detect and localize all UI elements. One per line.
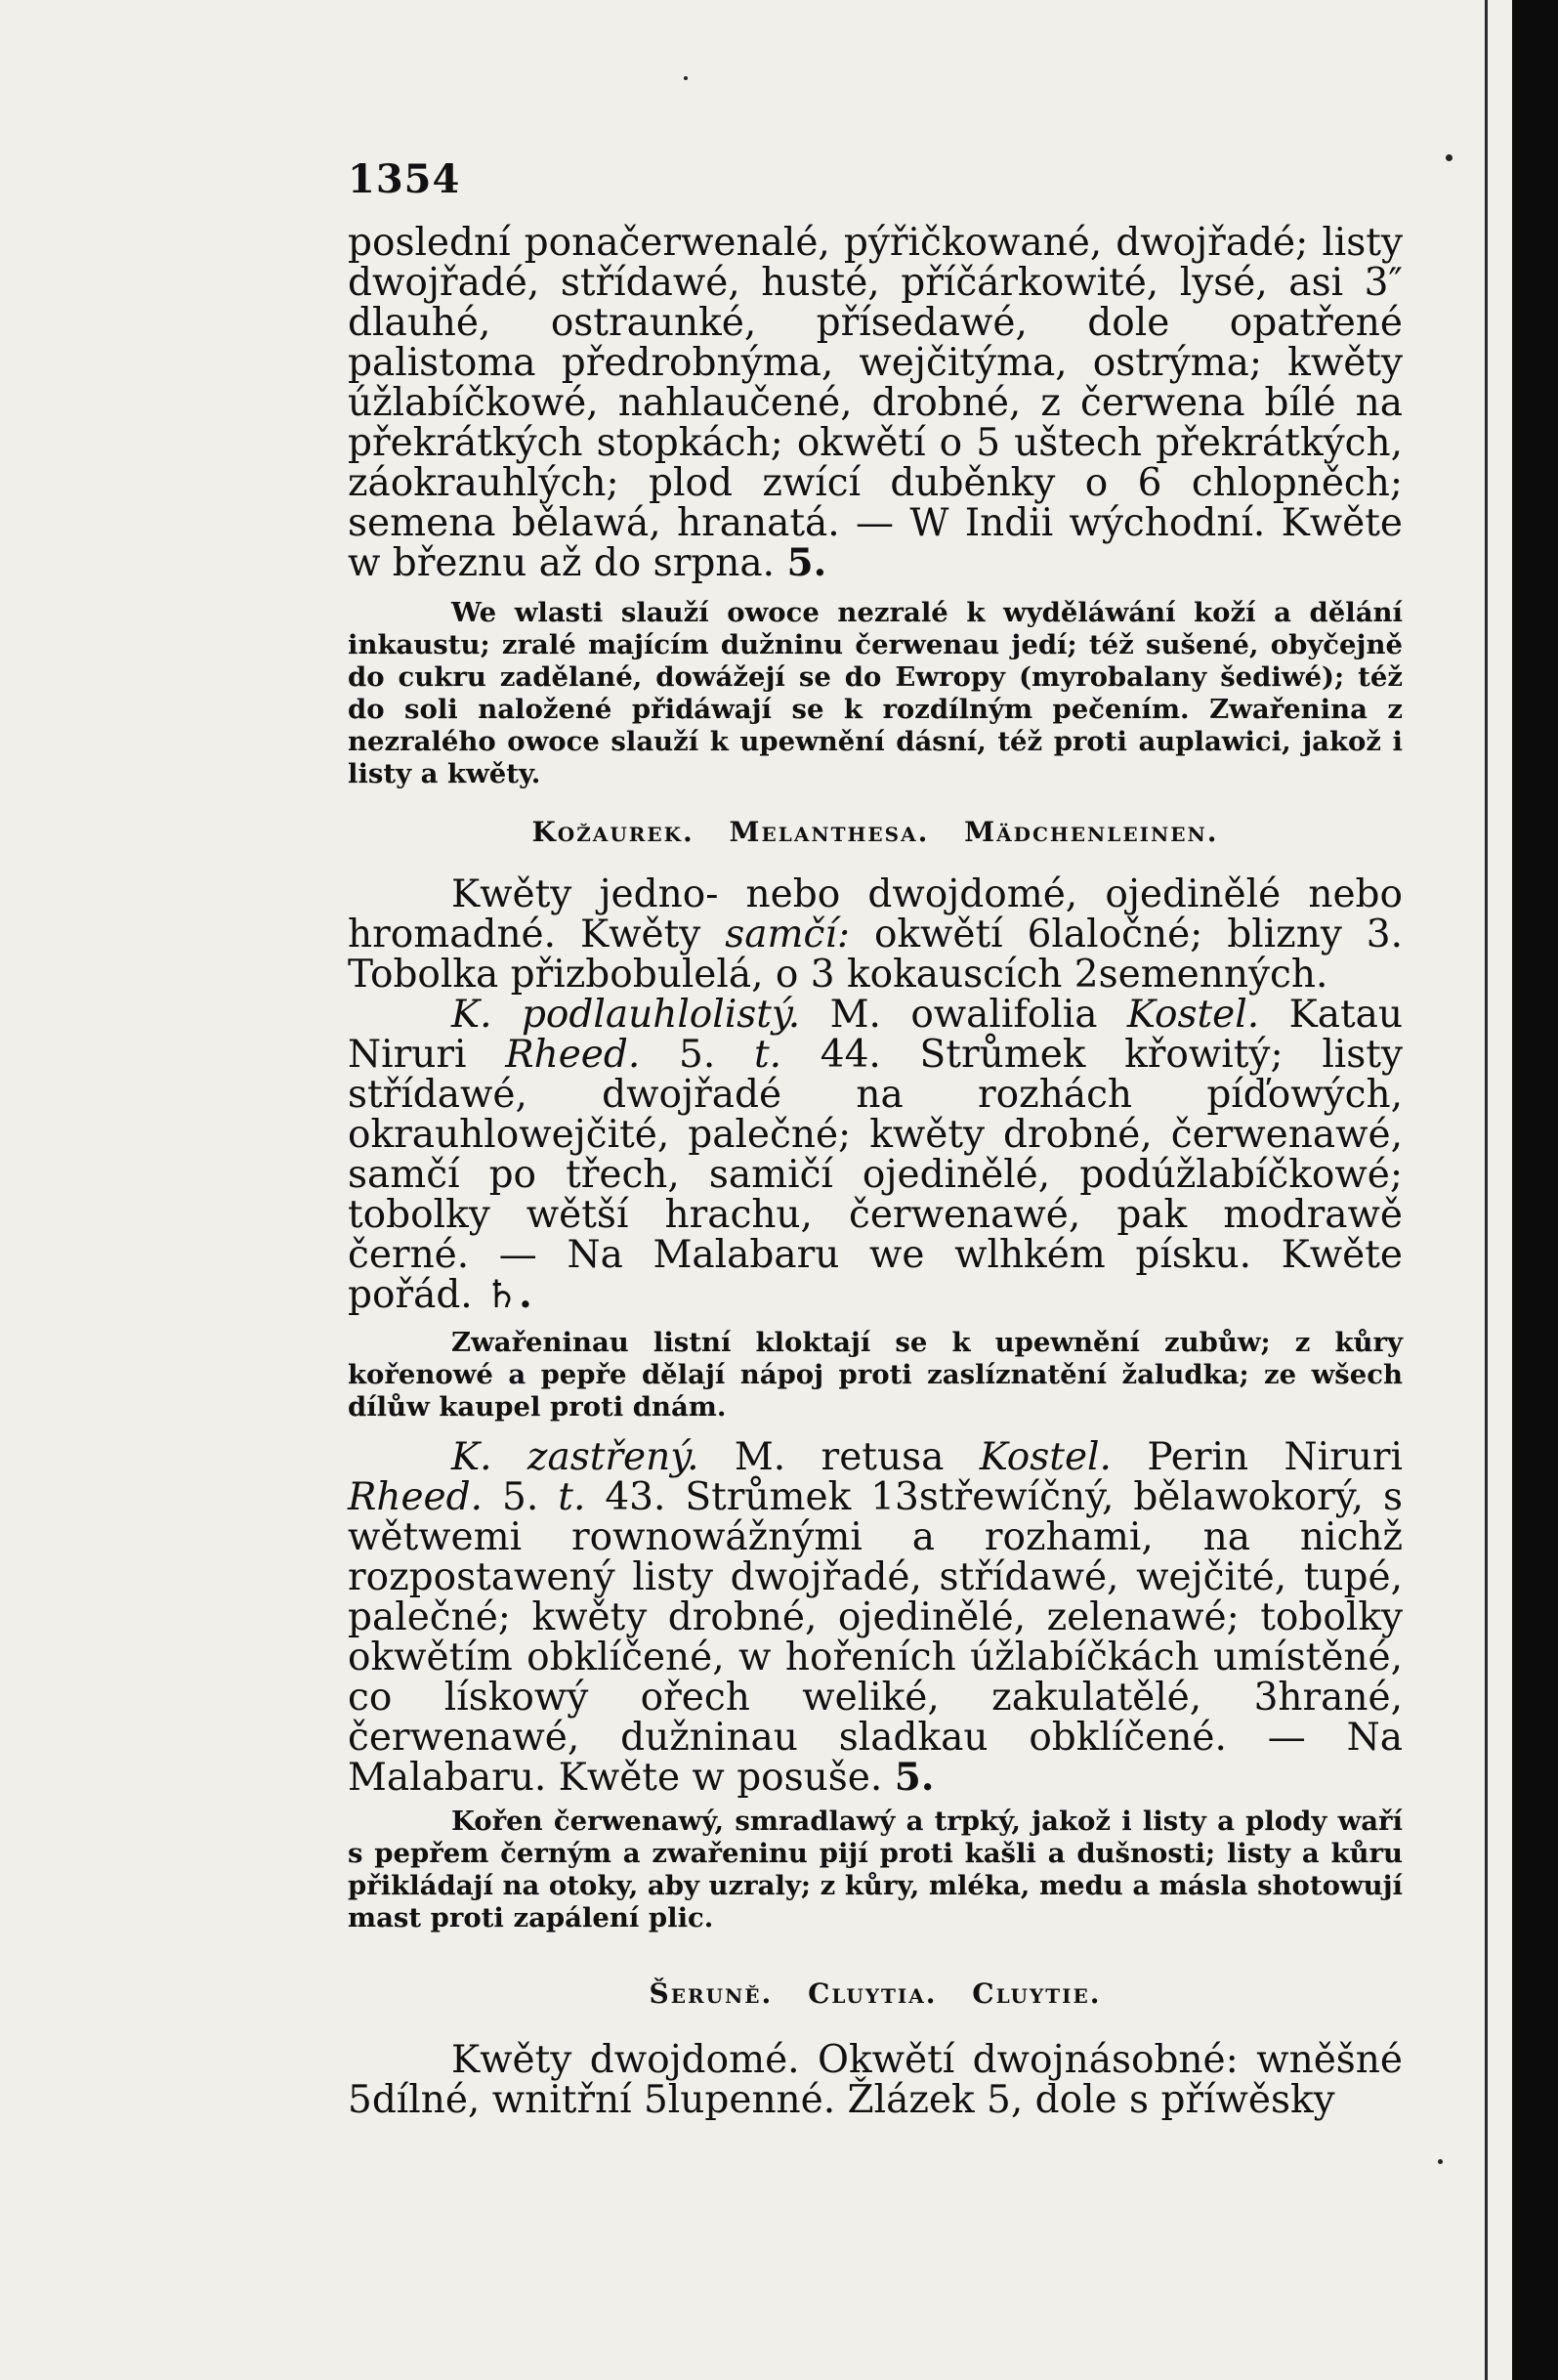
genus-desc-emphasis: samčí: [725, 913, 850, 956]
species-author: Kostel. [1126, 993, 1260, 1037]
usage-note-1: We wlasti slauží owoce nezralé k wyděláwání koží a dělání inkaustu; zralé majícím dužninu čerwenau jedí; též sušené, obyčejně do cukru zadělané, dowážejí se do Ewropy (myrobalany šediwé); též do soli naložené přidáwají se k rozdílným pečením. Zwařenina z nezralého owoce slauží k upewnění dásní, též proti auplawici, jakož i listy a kwěty. [348, 597, 1403, 789]
species-author-2: Rheed. [505, 1033, 641, 1077]
species-synonym-2: Katau Niruri [348, 993, 1403, 1077]
genus-heading-melanthesa [348, 816, 1403, 849]
genus-desc-pre: Kwěty jedno- nebo dwojdomé, ojedinělé nebo hromadné. Kwěty [348, 872, 1403, 956]
species-author: Kostel. [979, 1435, 1112, 1479]
flowering-symbol: 5. [786, 540, 827, 585]
page-edge-line [1485, 0, 1488, 2380]
species-name: K. zastřený. [451, 1435, 699, 1479]
species-name: K. podlauhlolistý. [451, 993, 801, 1037]
heading-german: Cluytie. [972, 1977, 1102, 2010]
genus-description-cluytia: Kwěty dwojdomé. Okwětí dwojnásobné: wněšné 5dílné, wnitřní 5lupenné. Žlázek 5, dole s příwěsky [348, 2038, 1403, 2122]
species-tab: t. [558, 1475, 586, 1519]
species-synonym: M. retusa [734, 1435, 945, 1479]
ink-speck [684, 76, 688, 80]
heading-german: Mädchenleinen. [964, 816, 1219, 848]
species-ref: 5. [679, 1033, 716, 1077]
species-synonym: M. owalifolia [829, 993, 1098, 1037]
species-entry-retusa [348, 1437, 1403, 1798]
text-block [348, 223, 1403, 2120]
genus-description-melanthesa [348, 874, 1403, 995]
heading-czech: Šeruně. [649, 1977, 774, 2010]
ink-speck [1446, 154, 1453, 161]
heading-latin: Cluytia. [808, 1977, 938, 2010]
scan-border [1512, 0, 1558, 2380]
genus-heading-cluytia [348, 1977, 1403, 2011]
species-text: 43. Strůmek 13střewíčný, bělawokorý, s wětwemi rownowážnými a rozhami, na nichž rozpostawený listy dwojřadé, střídawé, wejčité, tupé, palečné; kwěty drobné, ojedinělé, zelenawé; tobolky okwětím obklíčené, w hořeních úžlabíčkách umístěné, co lískowý ořech weliké, zakulatělé, 3hrané, čerwenawé, dužninau sladkau obklíčené. — Na Malabaru. Kwěte w posuše. [348, 1475, 1403, 1800]
species-text: 44. Strůmek křowitý; listy střídawé, dwojřadé na rozhách píďowých, okrauhlowejčité, palečné; kwěty drobné, čerwenawé, samčí po třech, samičí ojedinělé, podúžlabíčkowé; tobolky wětší hrachu, čerwenawé, pak modrawě černé. — Na Malabaru we wlhkém písku. Kwěte pořád. [348, 1033, 1404, 1317]
usage-note-3: Kořen čerwenawý, smradlawý a trpký, jakož i listy a plody waří s pepřem černým a zwařeninu pijí proti kašli a dušnosti; listy a kůru přikládají na otoky, aby uzraly; z kůry, mléka, medu a másla shotowují mast proti zapálení plic. [348, 1806, 1403, 1934]
perennial-symbol: ♄. [484, 1272, 532, 1317]
continuation-paragraph [348, 223, 1403, 583]
ink-speck [1438, 2159, 1443, 2164]
species-ref: 5. [502, 1475, 539, 1519]
species-entry-oblongifolia [348, 995, 1403, 1315]
heading-latin: Melanthesa. [729, 816, 930, 848]
species-author-2: Rheed. [348, 1475, 484, 1519]
heading-czech: Kožaurek. [531, 816, 695, 848]
usage-note-2: Zwařeninau listní kloktají se k upewnění zubůw; z kůry kořenowé a pepře dělají nápoj proti zaslíznatění žaludka; ze wšech dílůw kaupel proti dnám. [348, 1327, 1403, 1423]
species-synonym-2: Perin Niruri [1147, 1435, 1403, 1479]
page-number: 1354 [348, 156, 461, 202]
species-tab: t. [753, 1033, 782, 1077]
genus-desc-post: okwětí 6laločné; blizny 3. Tobolka přizbobulelá, o 3 kokauscích 2semenných. [348, 913, 1404, 997]
continuation-text: poslední ponačerwenalé, pýřičkowané, dwojřadé; listy dwojřadé, střídawé, husté, příčárkowité, lysé, asi 3″ dlauhé, ostraunké, přísedawé, dole opatřené palistoma předrobnýma, wejčitýma, ostrýma; kwěty úžlabíčkowé, nahlaučené, drobné, z čerwena bílé na překrátkých stopkách; okwětí o 5 uštech překrátkých, záokrauhlých; plod zwící duběnky o 6 chlopněch; semena bělawá, hranatá. — W Indii wýchodní. Kwěte w březnu až do srpna. [348, 221, 1403, 585]
flowering-symbol: 5. [894, 1755, 935, 1800]
